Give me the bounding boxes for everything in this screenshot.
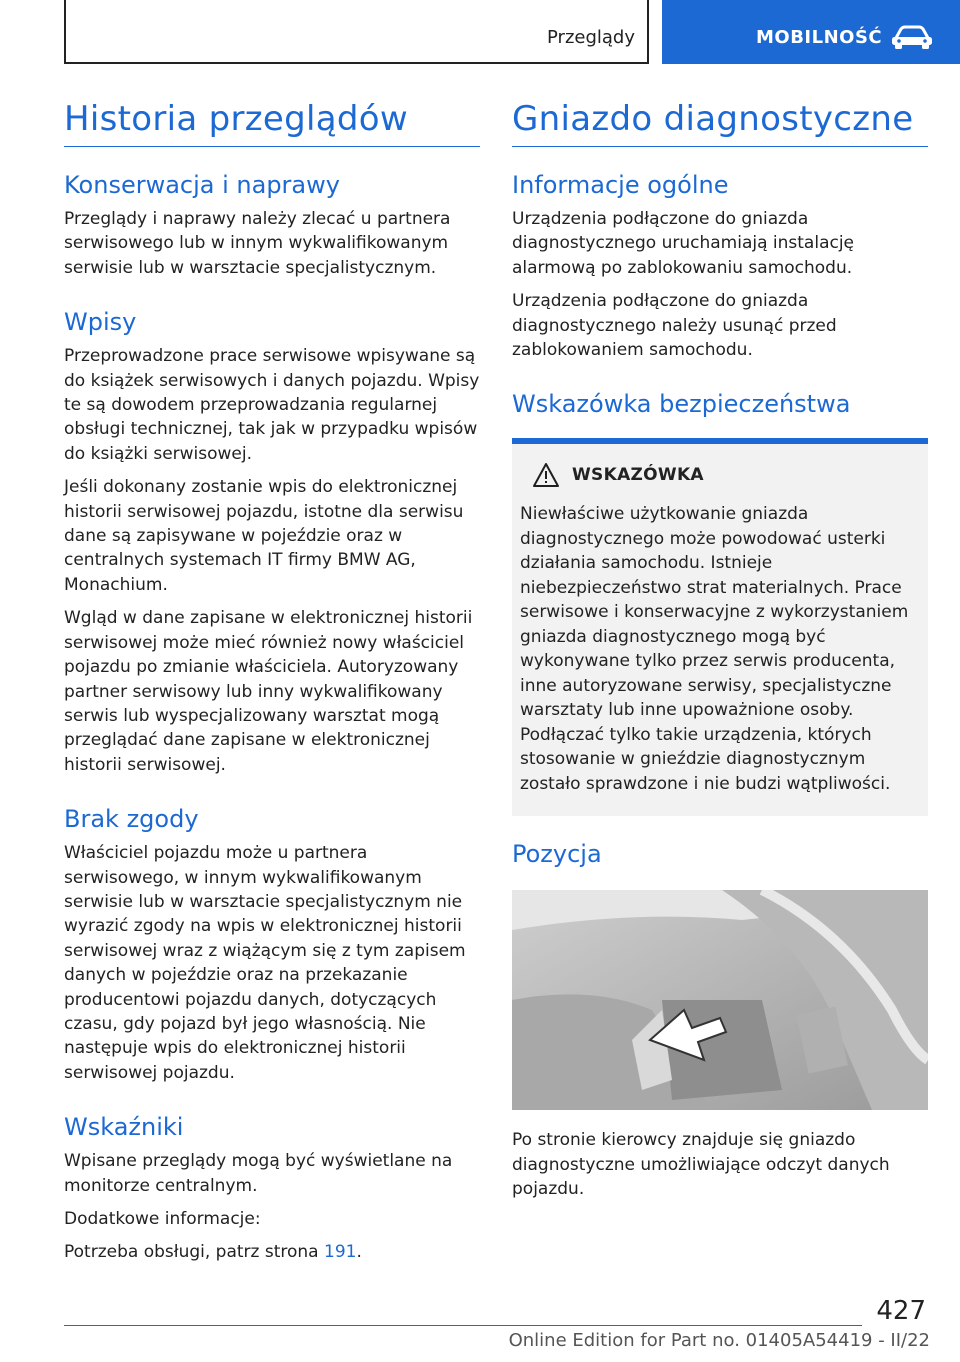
- car-icon: [890, 24, 934, 50]
- paragraph: Urządzenia podłączone do gniazda diagnostycznego należy usunąć przed zablokowaniem samochodu.: [512, 291, 837, 361]
- paragraph: Urządzenia podłączone do gniazda diagnostycznego uruchamiają instalację alarmową po zablokowaniu samochodu.: [512, 209, 855, 278]
- warning-box: [512, 438, 928, 816]
- footer-divider: [64, 1325, 862, 1326]
- diagnostic-socket-photo: [512, 890, 928, 1110]
- heading-wpisy: Wpisy: [64, 308, 137, 337]
- left-page-title: Historia przeglądów: [64, 96, 480, 147]
- heading-informacje-ogolne: Informacje ogólne: [512, 171, 729, 199]
- warning-triangle-icon: [532, 462, 560, 488]
- header-chapter-title: MOBILNOŚĆ: [756, 27, 883, 48]
- paragraph: Dodatkowe informacje:: [64, 1209, 261, 1229]
- photo-caption: Po stronie kierowcy znajduje się gniazdo diagnostyczne umożliwiające odczyt danych pojazdu.: [512, 1130, 890, 1200]
- heading-konserwacja: Konserwacja i naprawy: [64, 171, 340, 199]
- footer-edition: Online Edition for Part no. 01405A54419 - II/22: [508, 1330, 930, 1351]
- page-link-191[interactable]: 191: [324, 1242, 357, 1263]
- heading-wskazowka-bezpieczenstwa: Wskazówka bezpieczeństwa: [512, 390, 851, 419]
- page-number: 427: [876, 1296, 926, 1326]
- cross-reference-suffix: .: [356, 1242, 362, 1263]
- warning-text: Niewłaściwe użytkowanie gniazda diagnostycznego może powodować usterki działania samochodu. Istnieje niebezpieczeństwo strat materialnych. Prace serwisowe i konserwacyjne z wykorzystaniem gniazda diagnostycznego mogą być wykonywane tylko przez serwis producenta, inne autoryzowane serwisy, specjalistyczne warsztaty lub inne upoważnione osoby. Podłączać tylko takie urządzenia, których stosowanie w gnieździe diagnostycznym zostało sprawdzone i nie budzi wątpliwości.: [520, 504, 909, 794]
- right-page-title: Gniazdo diagnostyczne: [512, 96, 928, 147]
- header-section-title: Przeglądy: [547, 27, 635, 48]
- cross-reference-text: Potrzeba obsługi, patrz strona: [64, 1242, 324, 1263]
- cross-reference: [64, 1240, 480, 1264]
- paragraph: Jeśli dokonany zostanie wpis do elektronicznej historii serwisowej pojazdu, istotne dla serwisu dane są zapisywane w pojeździe oraz w centralnych systemach IT firmy BMW AG, Monachium.: [64, 477, 464, 595]
- header-section-box: [64, 0, 649, 64]
- heading-brak-zgody: Brak zgody: [64, 805, 199, 834]
- heading-pozycja: Pozycja: [512, 840, 602, 869]
- paragraph: Wgląd w dane zapisane w elektronicznej historii serwisowej może mieć również nowy właściciel pojazdu po zmianie właściciela. Autoryzowany partner serwisowy lub inny wykwalifikowany serwis lub wyspecjalizowany warsztat mogą przeglądać dane zapisane w elektronicznej historii serwisowej.: [64, 608, 473, 775]
- paragraph: Przeprowadzone prace serwisowe wpisywane są do książek serwisowych i danych pojazdu. Wpisy te są dowodem przeprowadzania regularnej obsługi technicznej, tak jak w przypadku wpisów do książki serwisowej.: [64, 346, 480, 464]
- paragraph: Właściciel pojazdu może u partnera serwisowego, w innym wykwalifikowanym serwisie lub w warsztacie specjalistycznym nie wyrazić zgody na wpis w elektronicznej historii serwisowej wraz z wiążącym się z tym zapisem danych w pojeździe oraz na przekazanie producentowi pojazdu danych, dotyczących czasu, gdy pojazd był jego własnością. Nie następuje wpis do elektronicznej historii serwisowej pojazdu.: [64, 843, 466, 1083]
- left-column: [64, 96, 480, 1265]
- warning-title: WSKAZÓWKA: [572, 465, 704, 486]
- heading-wskazniki: Wskaźniki: [64, 1113, 184, 1142]
- header-chapter-box: [662, 0, 960, 64]
- right-column: [512, 96, 928, 1202]
- paragraph: Przeglądy i naprawy należy zlecać u partnera serwisowego lub w innym wykwalifikowanym serwisie lub w warsztacie specjalistycznym.: [64, 209, 451, 278]
- paragraph: Wpisane przeglądy mogą być wyświetlane na monitorze centralnym.: [64, 1151, 453, 1196]
